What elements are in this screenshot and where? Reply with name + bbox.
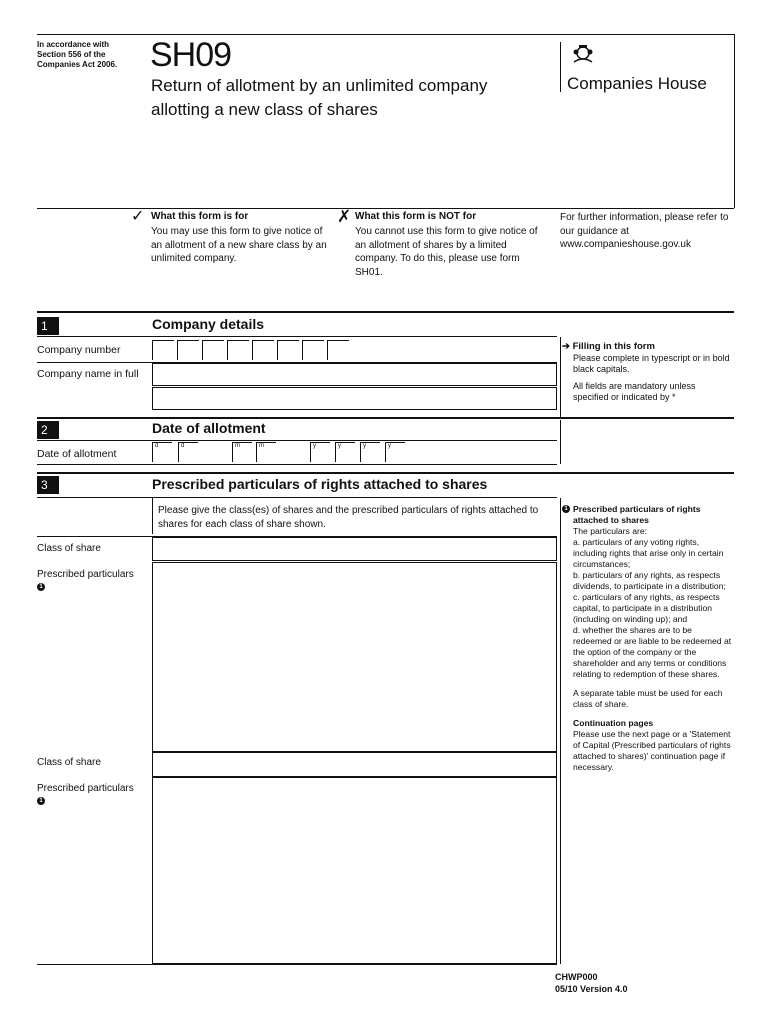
company-number-input[interactable] [152, 340, 352, 361]
not-for-text: You cannot use this form to give notice of an allotment of shares by a limited company. To do this, please use form SH01. [355, 226, 538, 278]
prescribed-particulars-label-2 [37, 783, 134, 805]
prescribed-particulars-input-2[interactable] [152, 777, 557, 964]
company-number-label: Company number [37, 344, 121, 356]
company-name-input-1[interactable] [152, 363, 557, 386]
prescribed-particulars-label-1 [37, 569, 134, 591]
is-for-text: You may use this form to give notice of an allotment of a new share class by an unlimited company. [151, 226, 327, 264]
help-filling-text2: All fields are mandatory unless specified or indicated by * [573, 381, 696, 402]
continuation-title: Continuation pages [573, 718, 654, 728]
form-title-line1: Return of allotment by an unlimited company [151, 76, 488, 95]
help-item-a: a. particulars of any voting rights, including rights that arise only in certain circumstances; [573, 537, 724, 569]
continuation-text: Please use the next page or a 'Statement of Capital (Prescribed particulars of rights attached to shares)' continuation page if necessary. [573, 729, 731, 772]
section1-number: 1 [37, 317, 59, 335]
class-of-share-label-2: Class of share [37, 757, 101, 768]
section2-title: Date of allotment [152, 420, 266, 436]
is-for-title: What this form is for [151, 211, 249, 222]
help-item-d: d. whether the shares are to be redeemed or are liable to be redeemed at the option of the company or the shareholder and any terms or conditions relating to redemption of these shares. [573, 625, 732, 679]
check-icon: ✓ [131, 208, 145, 225]
class-of-share-label-1: Class of share [37, 543, 101, 554]
companies-house-logo-text: Companies House [567, 74, 707, 93]
footer-code: CHWP000 [555, 972, 598, 982]
help-item-b: b. particulars of any rights, as respects dividends, to participate in a distribution; [573, 570, 726, 591]
section3-instruction: Please give the class(es) of shares and the prescribed particulars of rights attached to shares for each class of share shown. [158, 505, 539, 530]
section2-number: 2 [37, 421, 59, 439]
cross-icon: ✗ [337, 207, 352, 226]
form-title-line2: allotting a new class of shares [151, 100, 378, 119]
help-separate: A separate table must be used for each class of share. [573, 688, 723, 709]
help-filling [562, 341, 732, 403]
note-marker-icon: 1 [562, 505, 570, 513]
help-item-c: c. particulars of any rights, as respects capital, to participate in a distribution (including on winding up); and [573, 592, 720, 624]
arrow-icon: ➔ [562, 341, 570, 352]
further-info: For further information, please refer to our guidance at www.companieshouse.gov.uk [560, 212, 729, 250]
prescribed-particulars-text-2: Prescribed particulars [37, 783, 134, 794]
class-of-share-input-2[interactable] [152, 752, 557, 777]
help-prescribed-title: Prescribed particulars of rights attached to shares [573, 504, 701, 525]
section3-title: Prescribed particulars of rights attached to shares [152, 476, 488, 492]
footer-version: 05/10 Version 4.0 [555, 984, 628, 994]
class-of-share-input-1[interactable] [152, 537, 557, 561]
company-name-label: Company name in full [37, 368, 139, 380]
help-filling-text: Please complete in typescript or in bold black capitals. [573, 353, 730, 374]
section1-title: Company details [152, 316, 265, 332]
company-name-input-2[interactable] [152, 387, 557, 410]
prescribed-particulars-input-1[interactable] [152, 562, 557, 752]
date-allotment-label: Date of allotment [37, 448, 117, 460]
crest-icon [570, 42, 596, 68]
help-prescribed-intro: The particulars are: [573, 526, 648, 536]
note-marker-icon: 1 [37, 583, 45, 591]
help-filling-title: Filling in this form [572, 341, 655, 352]
accordance-note: In accordance with Section 556 of the Companies Act 2006. [37, 40, 118, 69]
prescribed-particulars-text-1: Prescribed particulars [37, 569, 134, 580]
not-for-title: What this form is NOT for [355, 211, 477, 222]
note-marker-icon: 1 [37, 797, 45, 805]
section3-number: 3 [37, 476, 59, 494]
form-code: SH09 [150, 36, 232, 74]
date-of-allotment-input[interactable]: d d m m y y y y [152, 442, 412, 464]
help-prescribed [562, 504, 732, 773]
